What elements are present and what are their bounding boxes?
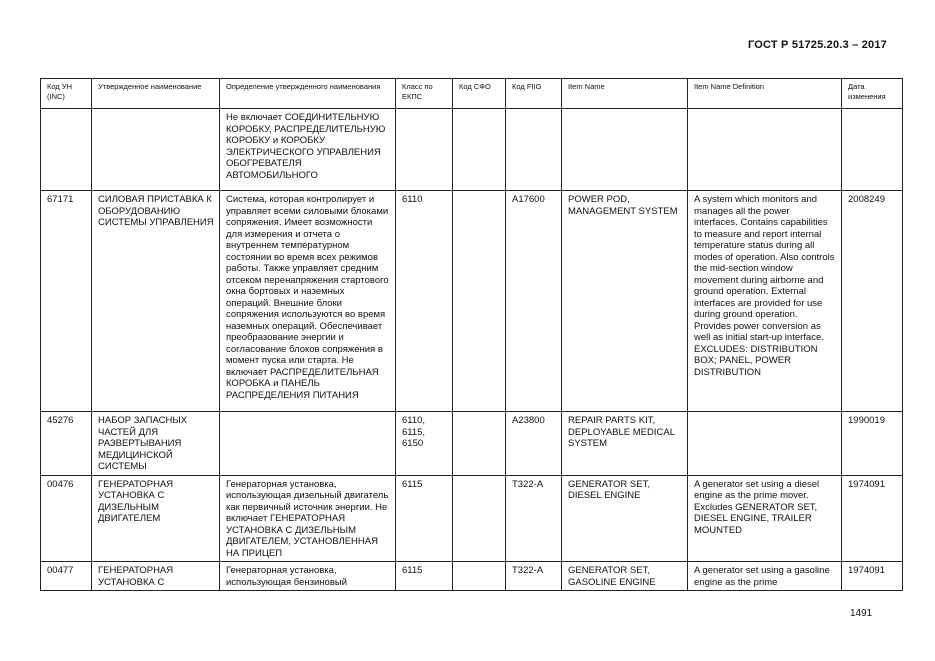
cell-sfo xyxy=(453,562,506,591)
cell-definition: Система, которая контролирует и управляет всеми силовыми блоками сопряжения. Имеет возможности для измерения и отчета о внутреннем температурном состоянии во время всех режимов работы. Также управляет средним отсеком перенапряжения стартового окна бортовых и наземных операций. Внешние блоки сопряжения используются во время наземных операций. Обеспечивает преобразование энергии и согласование блоков сопряжения в момент пуска или старта. Не включает РАСПРЕДЕЛИТЕЛЬНАЯ КОРОБКА и ПАНЕЛЬ РАСПРЕДЕЛЕНИЯ ПИТАНИЯ xyxy=(220,191,396,412)
cell-class xyxy=(396,109,453,191)
cell-fiig: A23800 xyxy=(506,412,562,476)
cell-item-def xyxy=(688,109,842,191)
cell-item-name: GENERATOR SET, DIESEL ENGINE xyxy=(562,475,688,562)
item-name-table xyxy=(40,78,903,591)
cell-class: 6115 xyxy=(396,562,453,591)
cell-class: 6110 xyxy=(396,191,453,412)
cell-fiig: T322-A xyxy=(506,562,562,591)
cell-sfo xyxy=(453,475,506,562)
cell-sfo xyxy=(453,109,506,191)
cell-item-def: A system which monitors and manages all the power interfaces. Contains capabilities to measure and report internal temperature status during all modes of operation. Also controls the mid-section window movement during airborne and ground operation. External interfaces are provided for use during ground operation. Provides power conversion as well as initial start-up interface. EXCLUDES: DISTRIBUTION BOX; PANEL, POWER DISTRIBUTION xyxy=(688,191,842,412)
cell-item-name: POWER POD, MANAGEMENT SYSTEM xyxy=(562,191,688,412)
cell-date: 1990019 xyxy=(842,412,903,476)
cell-sfo xyxy=(453,191,506,412)
cell-class: 6110, 6115, 6150 xyxy=(396,412,453,476)
header-row xyxy=(41,79,903,109)
cell-date xyxy=(842,109,903,191)
cell-date: 1974091 xyxy=(842,475,903,562)
col-item-def-header: Item Name Definition xyxy=(688,79,842,109)
cell-sfo xyxy=(453,412,506,476)
col-date-header: Дата изменения xyxy=(842,79,903,109)
cell-name: ГЕНЕРАТОРНАЯ УСТАНОВКА С xyxy=(92,562,220,591)
table-row xyxy=(41,109,903,191)
table-row xyxy=(41,562,903,591)
cell-item-name: GENERATOR SET, GASOLINE ENGINE xyxy=(562,562,688,591)
document-id: ГОСТ Р 51725.20.3 – 2017 xyxy=(747,39,887,51)
cell-name: ГЕНЕРАТОРНАЯ УСТАНОВКА С ДИЗЕЛЬНЫМ ДВИГАТЕЛЕМ xyxy=(92,475,220,562)
cell-item-def xyxy=(688,412,842,476)
cell-definition: Генераторная установка, использующая дизельный двигатель как первичный источник энергии. Не включает ГЕНЕРАТОРНАЯ УСТАНОВКА С ДИЗЕЛЬНЫМ ДВИГАТЕЛЕМ, УСТАНОВЛЕННАЯ НА ПРИЦЕП xyxy=(220,475,396,562)
col-item-name-header: Item Name xyxy=(562,79,688,109)
table-row xyxy=(41,475,903,562)
cell-definition: Генераторная установка, использующая бензиновый xyxy=(220,562,396,591)
cell-inc: 45276 xyxy=(41,412,92,476)
cell-inc: 00476 xyxy=(41,475,92,562)
col-inc-header: Код УН (INC) xyxy=(41,79,92,109)
cell-inc xyxy=(41,109,92,191)
cell-fiig: A17600 xyxy=(506,191,562,412)
cell-name xyxy=(92,109,220,191)
cell-name: НАБОР ЗАПАСНЫХ ЧАСТЕЙ ДЛЯ РАЗВЕРТЫВАНИЯ МЕДИЦИНСКОЙ СИСТЕМЫ xyxy=(92,412,220,476)
table-row xyxy=(41,191,903,412)
cell-item-def: A generator set using a gasoline engine as the prime xyxy=(688,562,842,591)
cell-definition xyxy=(220,412,396,476)
table-row xyxy=(41,412,903,476)
cell-inc: 00477 xyxy=(41,562,92,591)
cell-fiig xyxy=(506,109,562,191)
cell-date: 2008249 xyxy=(842,191,903,412)
page-number: 1491 xyxy=(850,608,873,619)
cell-definition: Не включает СОЕДИНИТЕЛЬНУЮ КОРОБКУ, РАСПРЕДЕЛИТЕЛЬНУЮ КОРОБКУ и КОРОБКУ ЭЛЕКТРИЧЕСКОГО УПРАВЛЕНИЯ ОБОГРЕВАТЕЛЯ АВТОМОБИЛЬНОГО xyxy=(220,109,396,191)
cell-item-name: REPAIR PARTS KIT, DEPLOYABLE MEDICAL SYSTEM xyxy=(562,412,688,476)
cell-item-def: A generator set using a diesel engine as the prime mover. Excludes GENERATOR SET, DIESEL ENGINE, TRAILER MOUNTED xyxy=(688,475,842,562)
cell-date: 1974091 xyxy=(842,562,903,591)
col-name-header: Утвержденное наименование xyxy=(92,79,220,109)
cell-fiig: T322-A xyxy=(506,475,562,562)
cell-class: 6115 xyxy=(396,475,453,562)
col-fiig-header: Код FIIG xyxy=(506,79,562,109)
col-definition-header: Определение утвержденного наименования xyxy=(220,79,396,109)
cell-inc: 67171 xyxy=(41,191,92,412)
col-sfo-header: Код СФО xyxy=(453,79,506,109)
cell-item-name xyxy=(562,109,688,191)
cell-name: СИЛОВАЯ ПРИСТАВКА К ОБОРУДОВАНИЮ СИСТЕМЫ УПРАВЛЕНИЯ xyxy=(92,191,220,412)
col-class-header: Класс по ЕКПС xyxy=(396,79,453,109)
